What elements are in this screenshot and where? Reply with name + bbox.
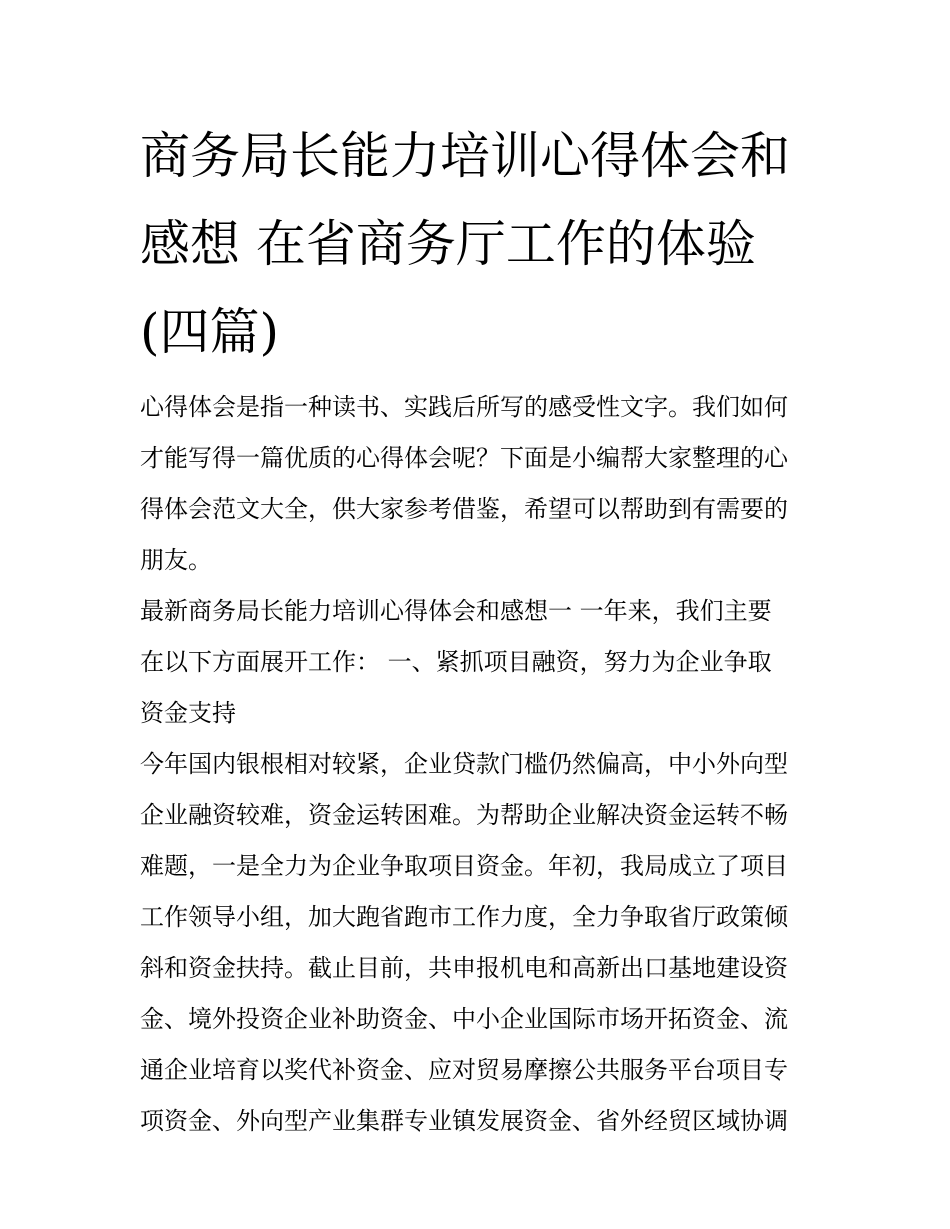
page-title [140,112,812,376]
document-content [140,112,812,1147]
text-line: 金、境外投资企业补助资金、中小企业国际市场开拓资金、流 [140,1005,788,1033]
text-line: 资金支持 [140,699,236,727]
text-line: 通企业培育以奖代补资金、应对贸易摩擦公共服务平台项目专 [140,1056,788,1084]
text-line: 难题，一是全力为企业争取项目资金。年初，我局成立了项目 [140,852,788,880]
title-line: 感想 在省商务厅工作的体验 [140,215,756,273]
title-line: 商务局长能力培训心得体会和 [140,127,790,185]
text-line: 工作领导小组，加大跑省跑市工作力度，全力争取省厅政策倾 [140,903,788,931]
title-line: (四篇) [140,303,280,361]
text-line: 项资金、外向型产业集群专业镇发展资金、省外经贸区域协调 [140,1107,788,1135]
text-line: 斜和资金扶持。截止目前，共申报机电和高新出口基地建设资 [140,954,788,982]
text-line: 朋友。 [140,546,212,574]
body-paragraph [140,739,812,1147]
section-heading-paragraph [140,586,812,739]
text-line: 才能写得一篇优质的心得体会呢？下面是小编帮大家整理的心 [140,444,788,472]
text-line: 最新商务局长能力培训心得体会和感想一 一年来，我们主要 [140,597,772,625]
text-line: 得体会范文大全，供大家参考借鉴，希望可以帮助到有需要的 [140,495,788,523]
intro-paragraph [140,382,812,586]
text-line: 心得体会是指一种读书、实践后所写的感受性文字。我们如何 [140,393,788,421]
text-line: 在以下方面展开工作： 一、紧抓项目融资，努力为企业争取 [140,648,772,676]
text-line: 企业融资较难，资金运转困难。为帮助企业解决资金运转不畅 [140,801,788,829]
text-line: 今年国内银根相对较紧，企业贷款门槛仍然偏高，中小外向型 [140,750,788,778]
